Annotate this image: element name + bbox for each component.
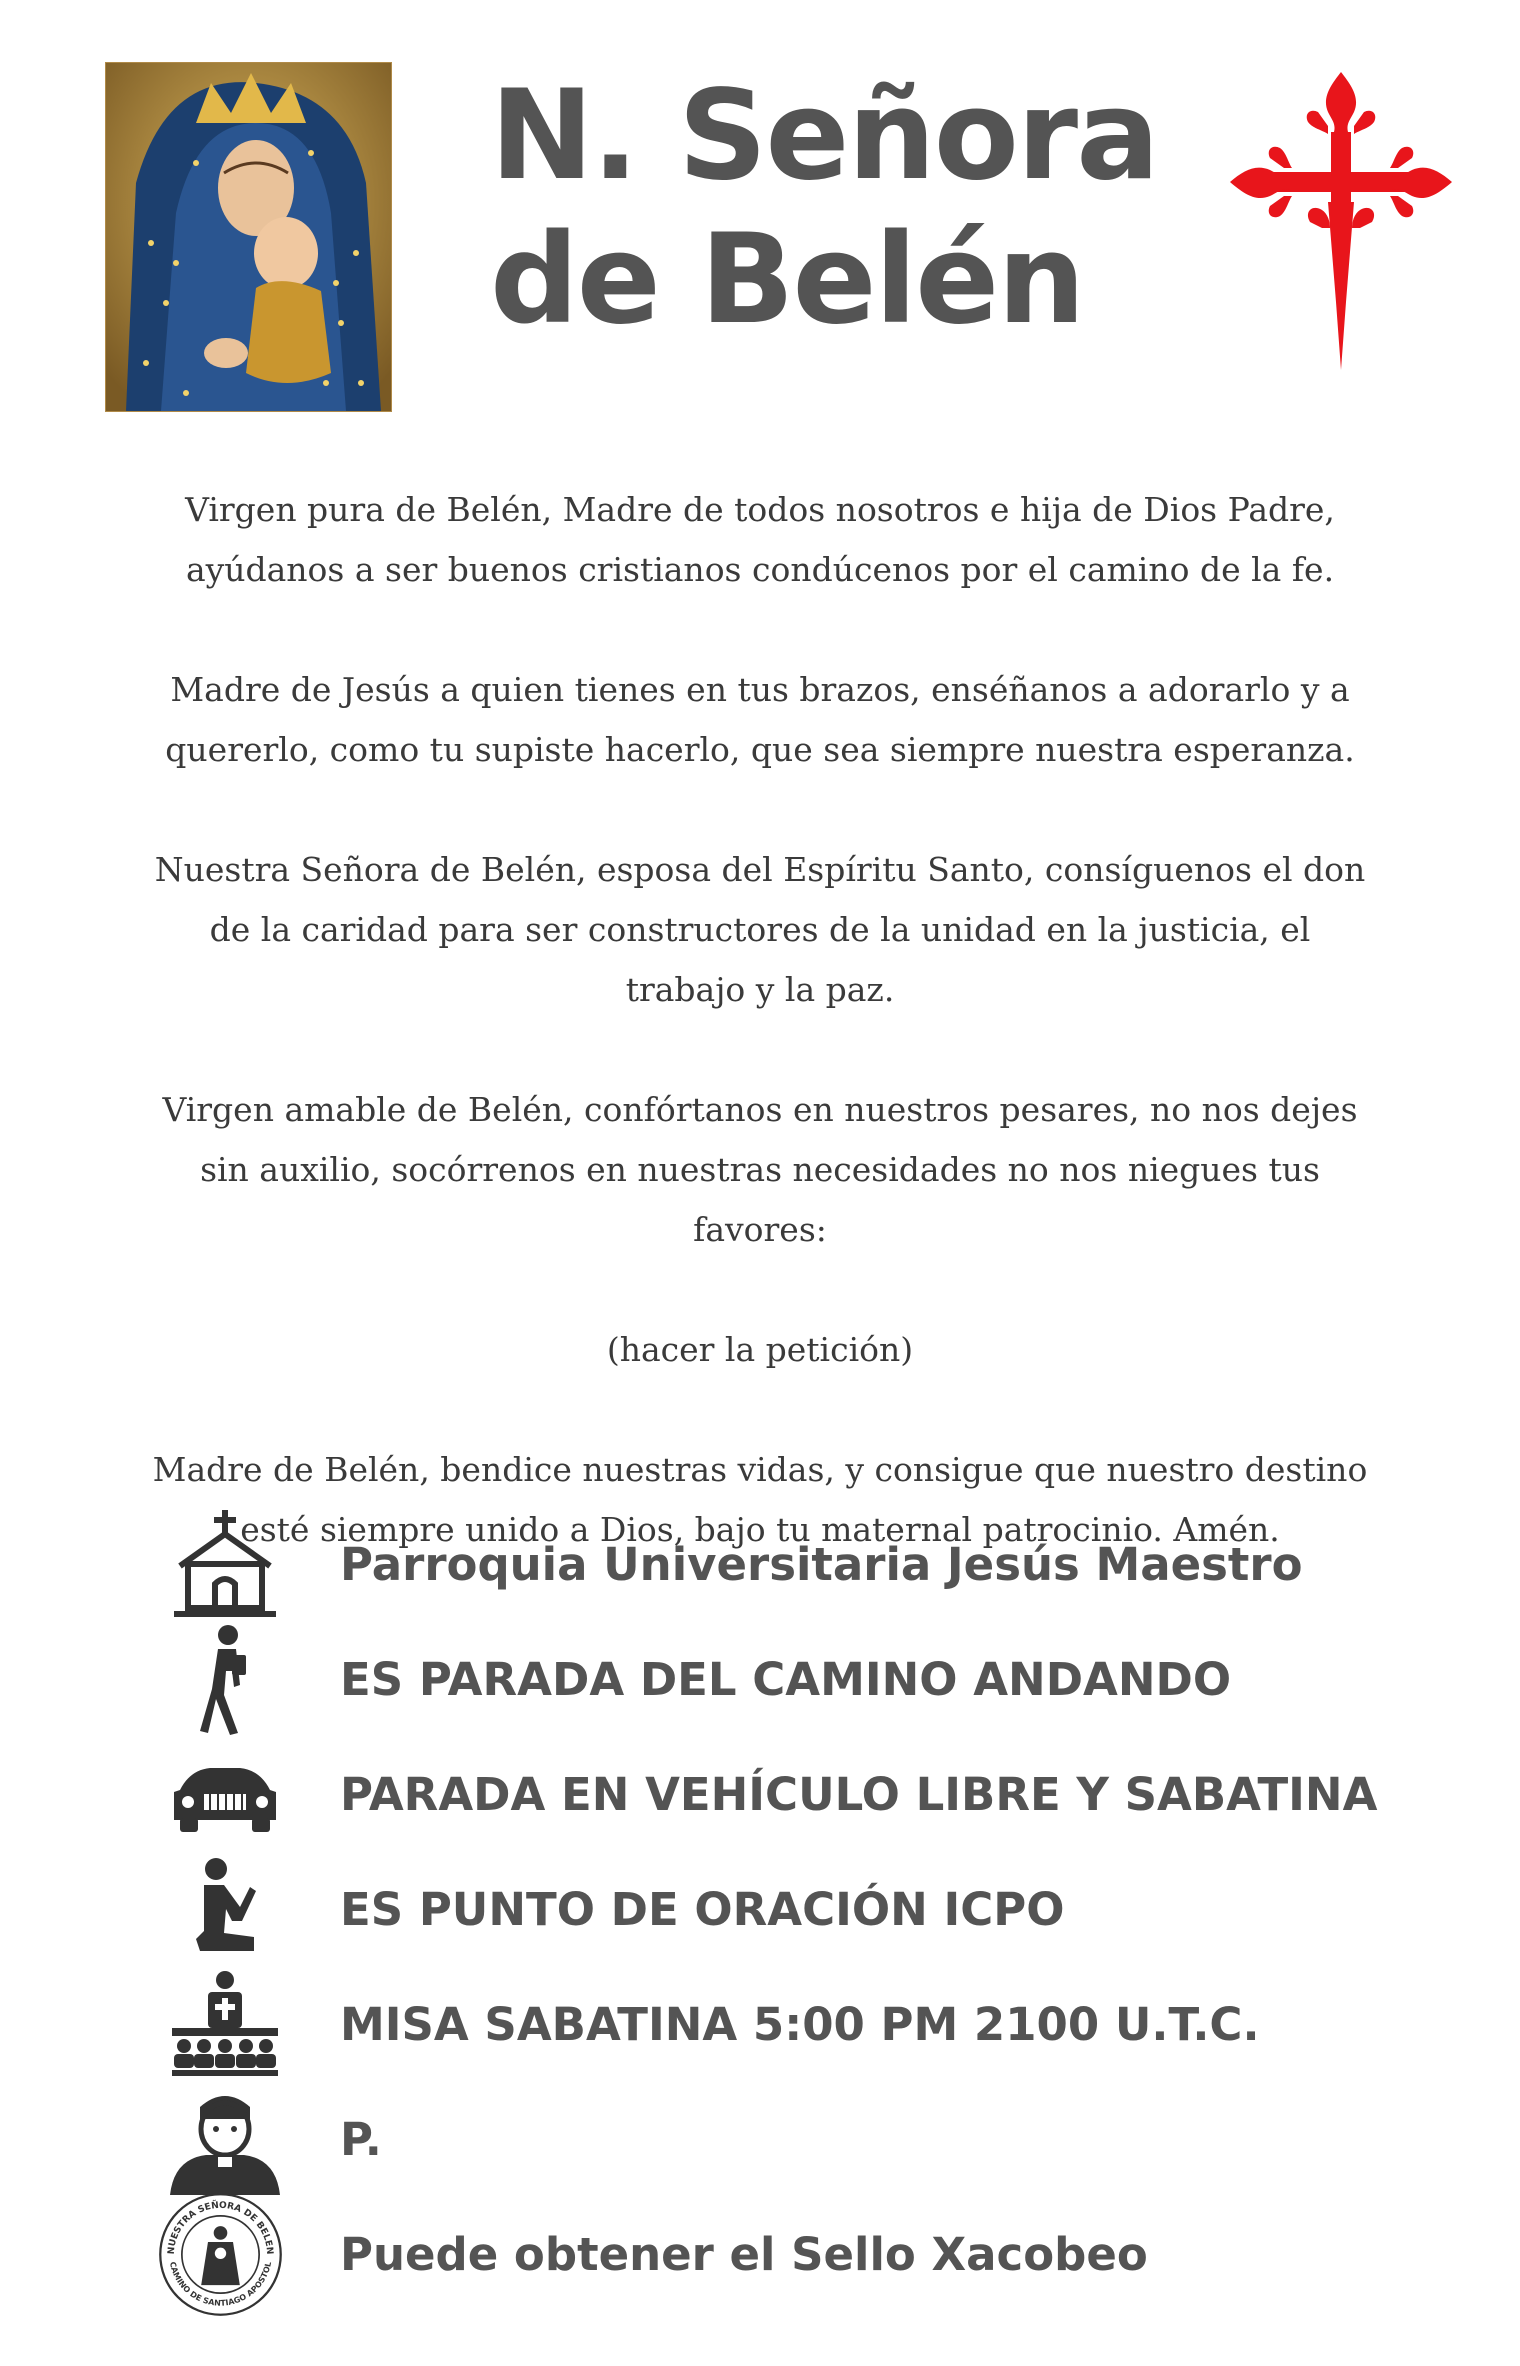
list-item [150, 2085, 1400, 2200]
church-icon [170, 1510, 280, 1620]
info-label: Puede obtener el Sello Xacobeo [340, 2228, 1148, 2281]
info-list [150, 1510, 1400, 2315]
info-label: PARADA EN VEHÍCULO LIBRE Y SABATINA [340, 1768, 1378, 1821]
pilgrim-walking-icon [170, 1625, 280, 1735]
list-item [150, 1625, 1400, 1740]
virgin-and-child-image [105, 62, 392, 412]
header [0, 0, 1520, 420]
prayer-text [150, 480, 1370, 1620]
list-item [150, 1855, 1400, 1970]
kneeling-prayer-icon [170, 1855, 280, 1965]
prayer-paragraph-1: Virgen pura de Belén, Madre de todos nosotros e hija de Dios Padre, ayúdanos a ser buenos cristianos condúcenos por el camino de la fe. [185, 490, 1335, 589]
stamp-seal-icon [158, 2192, 283, 2317]
car-icon [170, 1740, 280, 1850]
info-label: ES PARADA DEL CAMINO ANDANDO [340, 1653, 1232, 1706]
prayer-paragraph-3: Nuestra Señora de Belén, esposa del Espíritu Santo, consíguenos el don de la caridad para ser constructores de la unidad en la justicia, el trabajo y la paz. [154, 850, 1366, 1009]
list-item [150, 1510, 1400, 1625]
priest-icon [170, 2085, 280, 2195]
title-line-2: de Belén [490, 208, 1084, 352]
seal-top-text: NUESTRA SEÑORA DE BELEN [166, 2200, 275, 2255]
mass-congregation-icon [170, 1970, 280, 2080]
prayer-petition: (hacer la petición) [606, 1330, 914, 1369]
info-label: MISA SABATINA 5:00 PM 2100 U.T.C. [340, 1998, 1260, 2051]
seal-bottom-text: CAMINO DE SANTIAGO APOSTOL [167, 2260, 274, 2308]
santiago-cross-icon [1230, 72, 1452, 370]
prayer-paragraph-6: Madre de Belén, bendice nuestras vidas, y consigue que nuestro destino esté siempre unido a Dios, bajo tu maternal patrocinio. Amén. [152, 1450, 1368, 1549]
prayer-paragraph-4: Virgen amable de Belén, confórtanos en nuestros pesares, no nos dejes sin auxilio, socórrenos en nuestras necesidades no nos niegues tus favores: [162, 1090, 1358, 1249]
info-label: ES PUNTO DE ORACIÓN ICPO [340, 1883, 1065, 1936]
info-label: P. [340, 2113, 382, 2166]
list-item [150, 2200, 1400, 2315]
prayer-paragraph-2: Madre de Jesús a quien tienes en tus brazos, enséñanos a adorarlo y a quererlo, como tu supiste hacerlo, que sea siempre nuestra esperanza. [165, 670, 1355, 769]
info-label: Parroquia Universitaria Jesús Maestro [340, 1538, 1303, 1591]
list-item [150, 1970, 1400, 2085]
title-line-1: N. Señora [490, 64, 1158, 208]
list-item [150, 1740, 1400, 1855]
page-title [490, 64, 1190, 352]
